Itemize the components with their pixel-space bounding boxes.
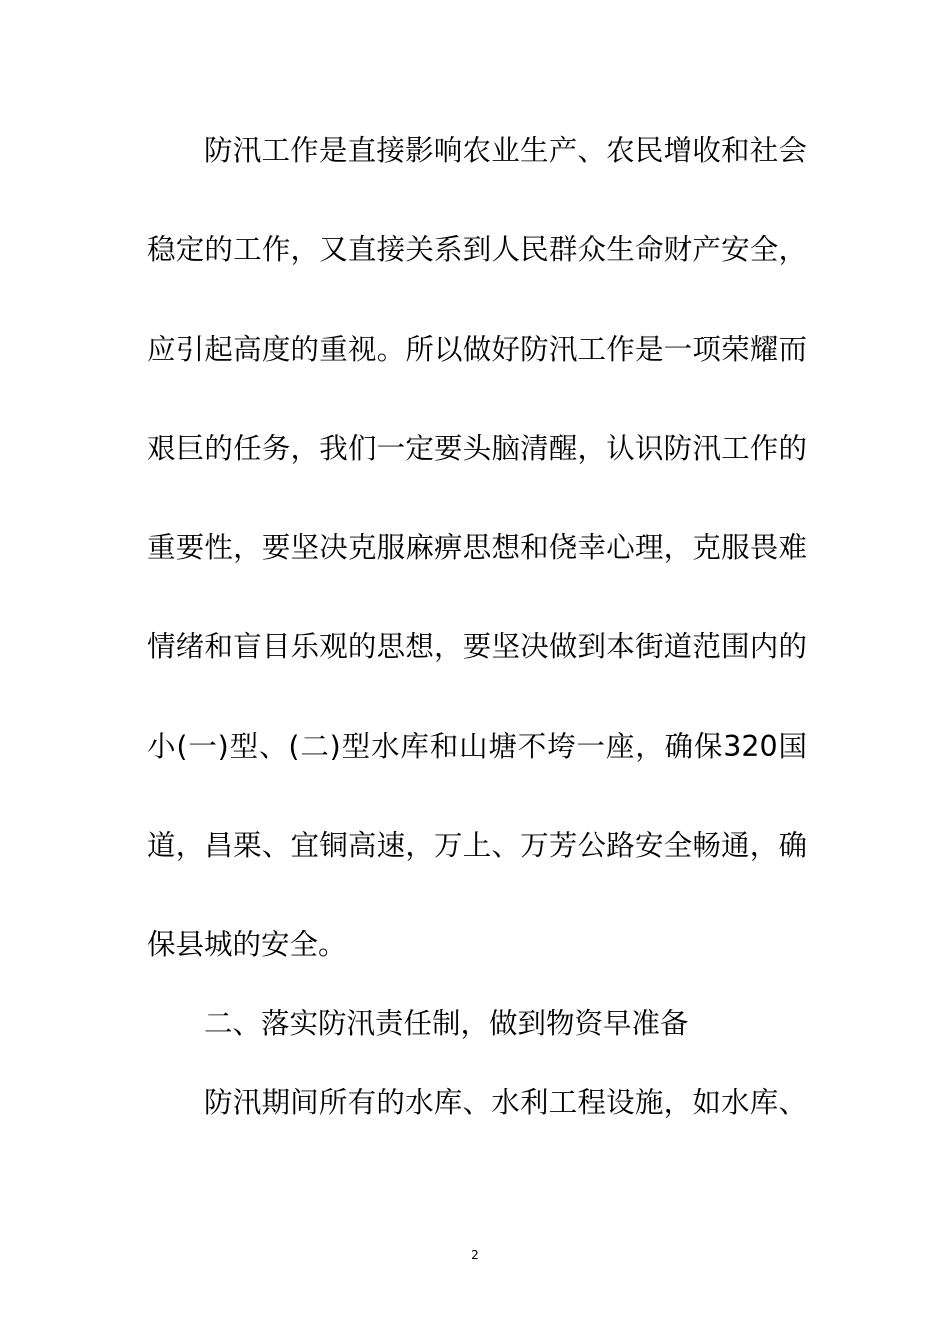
paragraph-1-line-7: 小(一)型、(二)型水库和山塘不垮一座，确保320国 <box>147 730 807 763</box>
paragraph-1-line-3: 应引起高度的重视。所以做好防汛工作是一项荣耀而 <box>147 333 807 366</box>
section-heading: 二、落实防汛责任制，做到物资早准备 <box>204 1007 689 1040</box>
paragraph-2-line-1: 防汛期间所有的水库、水利工程设施，如水库、 <box>204 1086 807 1119</box>
paragraph-1-line-1: 防汛工作是直接影响农业生产、农民增收和社会 <box>204 134 807 167</box>
paragraph-1-line-2: 稳定的工作，又直接关系到人民群众生命财产安全， <box>147 233 807 266</box>
paragraph-1-line-9: 保县城的安全。 <box>147 928 347 961</box>
paragraph-1-line-8: 道，昌栗、宜铜高速，万上、万芳公路安全畅通，确 <box>147 829 807 862</box>
paragraph-1-line-6: 情绪和盲目乐观的思想，要坚决做到本街道范围内的 <box>147 630 807 663</box>
paragraph-1-line-5: 重要性，要坚决克服麻痹思想和侥幸心理，克服畏难 <box>147 531 807 564</box>
paragraph-1-line-4: 艰巨的任务，我们一定要头脑清醒，认识防汛工作的 <box>147 432 807 465</box>
page-number: 2 <box>471 1248 479 1262</box>
